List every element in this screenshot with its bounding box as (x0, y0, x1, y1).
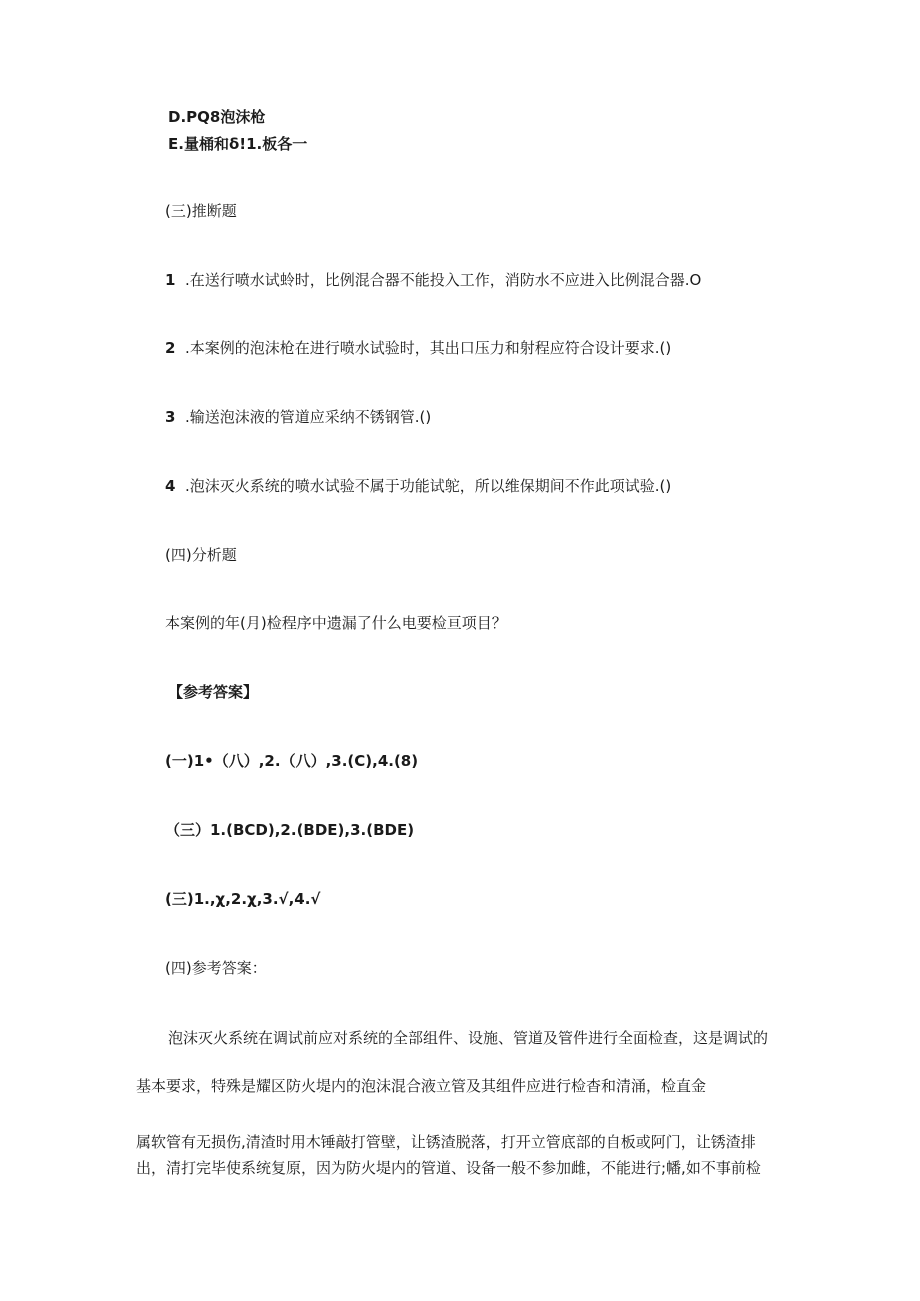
judgment-number: 2 (165, 339, 176, 357)
judgment-item-2 (165, 338, 671, 358)
answer-section-1: (一)1•（八）,2.（八）,3.(C),4.(8) (165, 752, 419, 770)
judgment-text: .在送行喷水试蛉时，比例混合器不能投入工作，消防水不应进入比例混合器.O (185, 271, 702, 289)
judgment-text: .输送泡沫液的管道应采纳不锈钢管.() (185, 408, 432, 426)
judgment-item-4 (165, 476, 671, 496)
judgment-text: .泡沫灭火系统的喷水试验不属于功能试鸵，所以维保期间不作此项试验.() (185, 477, 672, 495)
section-3-title: (三)推断题 (165, 202, 237, 220)
answer-paragraph-line-4: 出，清打完毕使系统复原，因为防火堤内的管道、设备一般不参加雌，不能进行;幡,如不事前检 (136, 1159, 761, 1177)
answer-header: 【参考答案】 (168, 683, 259, 701)
option-d: D.PQ8泡沫枪 (168, 108, 266, 126)
analysis-question: 本案例的年(月)检程序中遗漏了什么电要检亘项目？ (165, 614, 507, 632)
judgment-item-1 (165, 270, 701, 290)
answer-section-3: (三)1.,χ,2.χ,3.√,4.√ (165, 890, 321, 908)
section-4-answer-title: (四)参考答案： (165, 959, 267, 977)
judgment-item-3 (165, 407, 431, 427)
judgment-number: 4 (165, 477, 176, 495)
judgment-text: .本案例的泡沫枪在进行喷水试验时，其出口压力和射程应符合设计要求.() (185, 339, 672, 357)
answer-paragraph-line-3: 属软管有无损伤,清渣时用木锤敲打管壁，让锈渣脱落，打开立管底部的自板或阿门，让锈渣排 (136, 1133, 756, 1151)
answer-section-2: （三）1.(BCD),2.(BDE),3.(BDE) (165, 821, 415, 839)
section-4-title: (四)分析题 (165, 546, 237, 564)
option-e: E.量桶和δ!1.板各一 (168, 135, 308, 153)
answer-paragraph-line-2: 基本要求，特殊是耀区防火堤内的泡沫混合液立管及其组件应进行检杳和清涌，检直金 (136, 1077, 707, 1095)
judgment-number: 1 (165, 271, 176, 289)
judgment-number: 3 (165, 408, 176, 426)
answer-paragraph-line-1: 泡沫灭火系统在调试前应对系统的全部组件、设施、管道及管件进行全面检查，这是调试的 (168, 1029, 769, 1047)
